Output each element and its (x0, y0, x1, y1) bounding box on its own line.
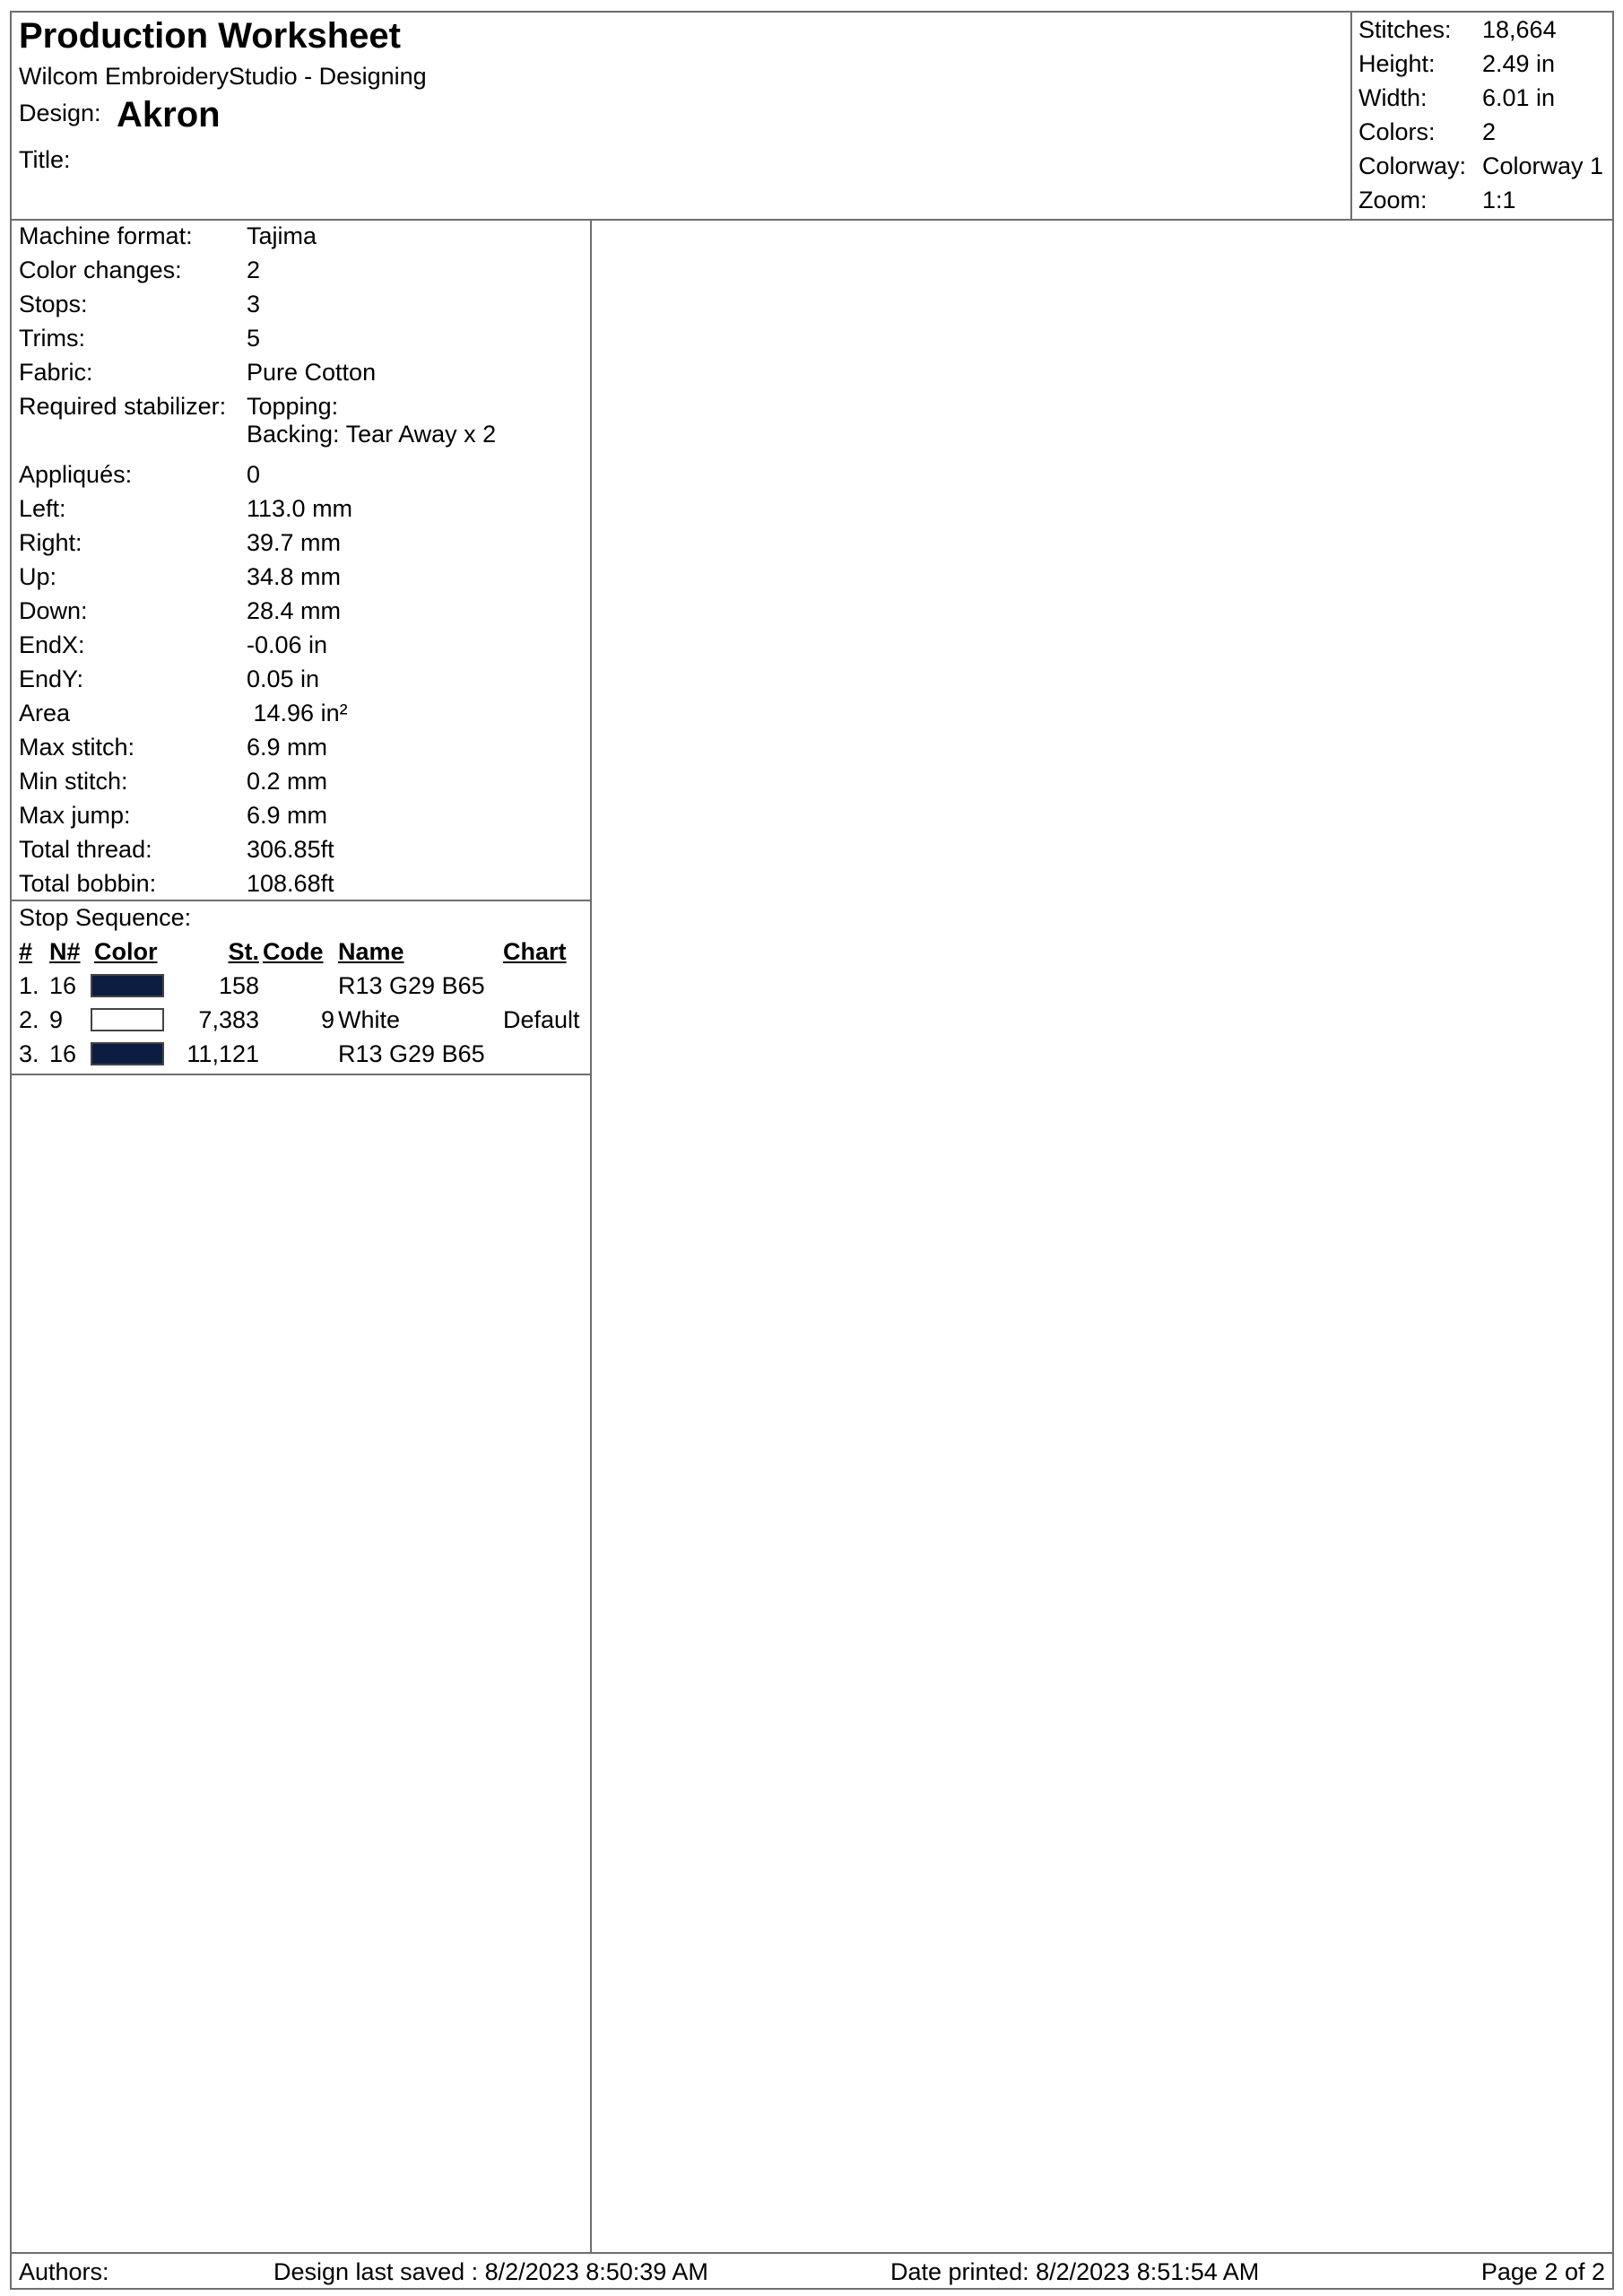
stat-value: 6.01 in (1482, 84, 1556, 111)
row-code: 9 (320, 1006, 334, 1033)
info-value: 0.05 in (247, 665, 320, 692)
info-label: Area (19, 700, 71, 726)
row-chart: Default (503, 1006, 580, 1033)
stat-value: 1:1 (1482, 187, 1516, 213)
info-value-secondary: Backing: Tear Away x 2 (247, 421, 497, 448)
design-last-saved: Design last saved : 8/2/2023 8:50:39 AM (273, 2258, 708, 2285)
row-needle: 16 (49, 972, 77, 999)
row-name: R13 G29 B65 (338, 972, 485, 999)
design-name: Akron (117, 95, 221, 135)
info-value: -0.06 in (247, 631, 328, 658)
info-label: Total thread: (19, 836, 152, 863)
stat-row-width (1352, 81, 1614, 115)
info-value: 39.7 mm (247, 529, 342, 556)
col-header-color: Color (94, 938, 158, 965)
info-label: Min stitch: (19, 768, 128, 795)
info-value: 3 (247, 291, 261, 317)
info-label: Down: (19, 597, 88, 624)
stat-row-colorway (1352, 149, 1614, 183)
info-value: 108.68ft (247, 870, 334, 897)
page-number: Page 2 of 2 (1480, 2258, 1605, 2285)
row-name: White (338, 1006, 401, 1033)
info-value: 6.9 mm (247, 734, 328, 761)
info-value: Pure Cotton (247, 359, 377, 386)
stat-label: Height: (1358, 50, 1436, 77)
stop-sequence-title: Stop Sequence: (19, 904, 192, 931)
info-label: Max jump: (19, 802, 131, 829)
info-label: Fabric: (19, 359, 93, 386)
date-printed: Date printed: 8/2/2023 8:51:54 AM (890, 2258, 1260, 2285)
software-name: Wilcom EmbroideryStudio - Designing (19, 63, 427, 90)
info-label: Left: (19, 495, 66, 522)
info-value: 0.2 mm (247, 768, 328, 795)
column-divider (590, 219, 592, 2253)
row-stitches: 158 (218, 972, 259, 999)
row-needle: 16 (49, 1040, 77, 1067)
authors-label: Authors: (19, 2258, 109, 2285)
worksheet-page (10, 11, 1614, 2290)
info-label: Appliqués: (19, 461, 133, 488)
row-stitches: 7,383 (198, 1006, 259, 1033)
info-value: 6.9 mm (247, 802, 328, 829)
worksheet-header (12, 13, 1612, 221)
info-label: EndY: (19, 665, 84, 692)
divider (12, 1074, 590, 1075)
stat-row-zoom (1352, 183, 1614, 217)
info-value: 306.85ft (247, 836, 334, 863)
row-needle: 9 (49, 1006, 64, 1033)
col-header-stitches: St. (228, 938, 259, 965)
color-swatch (91, 974, 164, 997)
info-value: 113.0 mm (247, 495, 353, 522)
info-label: Machine format: (19, 222, 193, 249)
info-label: Right: (19, 529, 82, 556)
row-name: R13 G29 B65 (338, 1040, 485, 1067)
design-stats-box (1350, 13, 1612, 219)
col-header-num: # (19, 938, 33, 965)
stat-value: Colorway 1 (1482, 152, 1604, 179)
info-value: 34.8 mm (247, 563, 342, 590)
row-num: 1. (19, 972, 39, 999)
stat-label: Zoom: (1358, 187, 1428, 213)
info-label: Max stitch: (19, 734, 135, 761)
info-value: Tajima (247, 222, 317, 249)
worksheet-footer (12, 2252, 1612, 2290)
page-title: Production Worksheet (19, 16, 401, 56)
stat-row-colors (1352, 115, 1614, 149)
info-label: Total bobbin: (19, 870, 157, 897)
info-label: Up: (19, 563, 57, 590)
info-value: 5 (247, 325, 261, 352)
stat-row-height (1352, 47, 1614, 81)
info-value: 28.4 mm (247, 597, 342, 624)
info-value: 2 (247, 257, 261, 283)
col-header-chart: Chart (503, 938, 567, 965)
stat-label: Width: (1358, 84, 1428, 111)
stat-value: 2 (1482, 118, 1497, 145)
info-label: Stops: (19, 291, 88, 317)
title-label: Title: (19, 146, 71, 173)
design-label: Design: (19, 100, 101, 126)
stat-row-stitches (1352, 13, 1614, 47)
col-header-needle: N# (49, 938, 81, 965)
stat-value: 18,664 (1482, 16, 1557, 43)
row-num: 2. (19, 1006, 39, 1033)
info-value: 0 (247, 461, 261, 488)
stat-value: 2.49 in (1482, 50, 1556, 77)
color-swatch (91, 1008, 164, 1031)
row-num: 3. (19, 1040, 39, 1067)
info-value: 14.96 in² (247, 700, 348, 726)
info-label: Color changes: (19, 257, 182, 283)
col-header-code: Code (263, 938, 324, 965)
col-header-name: Name (338, 938, 404, 965)
stat-label: Stitches: (1358, 16, 1452, 43)
row-stitches: 11,121 (187, 1040, 259, 1067)
stat-label: Colorway: (1358, 152, 1467, 179)
color-swatch (91, 1042, 164, 1065)
stat-label: Colors: (1358, 118, 1436, 145)
info-value: Topping: (247, 393, 339, 420)
info-label: Required stabilizer: (19, 393, 227, 420)
info-label: EndX: (19, 631, 85, 658)
info-label: Trims: (19, 325, 85, 352)
